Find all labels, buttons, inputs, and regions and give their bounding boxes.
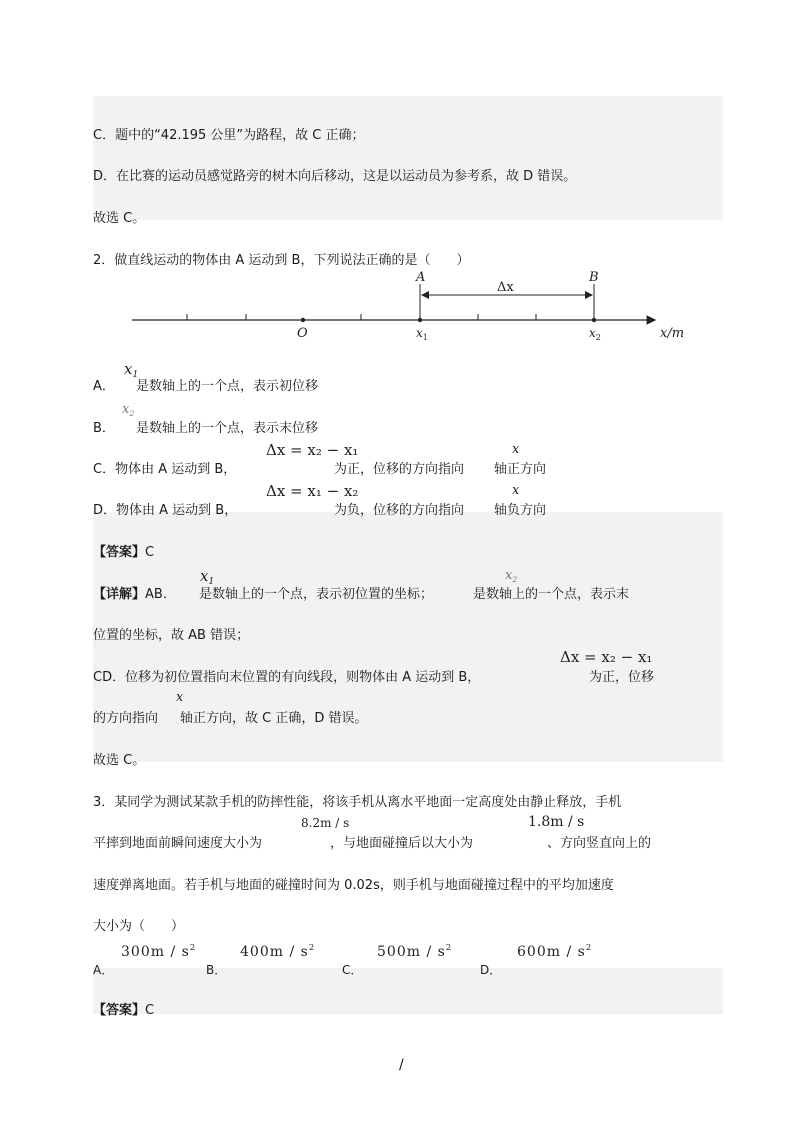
detail-x2-symbol: $x_2$	[505, 568, 518, 584]
option-d-label: D．物体由 A 运动到 B，	[93, 503, 238, 518]
q3-v2: 1.8m / s	[528, 814, 585, 830]
q3-line4: 大小为（ ）	[93, 919, 185, 934]
q3-line1: 3．某同学为测试某款手机的防摔性能，将该手机从离水平地面一定高度处由静止释放，手机	[93, 795, 622, 810]
q3-line2a: 平摔到地面前瞬间速度大小为	[93, 836, 263, 851]
option-c-tail: 轴正方向	[494, 462, 547, 477]
detail-x1-symbol: $x_1$	[200, 567, 215, 587]
q3-option-a-value: $300m / s^2$	[121, 942, 197, 960]
q3-option-d-value: $600m / s^2$	[517, 942, 593, 960]
label-x1: $x_1$	[416, 326, 428, 342]
option-b-symbol: $x_2$	[122, 402, 135, 418]
q3-line2c: 、方向竖直向上的	[547, 836, 652, 851]
q3-option-b-value: $400m / s^2$	[240, 942, 316, 960]
option-d-text: 为负，位移的方向指向	[334, 503, 465, 518]
q3-option-c-value: $500m / s^2$	[377, 942, 453, 960]
detail-x-symbol: x	[176, 690, 184, 705]
option-c-text: 为正，位移的方向指向	[334, 462, 465, 477]
option-c-symbol: x	[512, 442, 520, 457]
q3-option-a-label: A．	[93, 963, 114, 977]
option-c-formula: Δx = x₂ − x₁	[266, 441, 359, 459]
q1-conclusion: 故选 C。	[93, 211, 146, 226]
detail-ab-line: 【详解】AB．	[93, 587, 176, 602]
label-a: A	[416, 270, 426, 285]
q1-explanation-bg	[93, 96, 723, 220]
detail-cd-text: 为正，位移	[589, 670, 655, 685]
option-d-tail: 轴负方向	[494, 503, 547, 518]
option-a-text: 是数轴上的一个点，表示初位移	[136, 379, 319, 394]
option-d-symbol: x	[512, 483, 520, 498]
option-a-symbol: $x_1$	[124, 360, 139, 380]
q3-line3: 速度弹离地面。若手机与地面的碰撞时间为 0.02s，则手机与地面碰撞过程中的平均加速度	[93, 878, 614, 893]
option-b-text: 是数轴上的一个点，表示末位移	[136, 421, 319, 436]
q3-v1: 8.2m / s	[301, 816, 350, 830]
detail-cd-line: CD．位移为初位置指向末位置的有向线段，则物体由 A 运动到 B，	[93, 670, 481, 685]
option-d-formula: Δx = x₁ − x₂	[266, 482, 359, 500]
label-x2: $x_2$	[589, 326, 601, 342]
q3-line2b: ，与地面碰撞后以大小为	[330, 836, 474, 851]
q3-option-c-label: C．	[342, 963, 363, 977]
detail-ab-line2: 位置的坐标，故 AB 错误；	[93, 628, 250, 643]
q1-line-c: C．题中的“42.195 公里”为路程，故 C 正确；	[93, 128, 365, 143]
origin-dot	[301, 318, 305, 322]
option-c-label: C．物体由 A 运动到 B，	[93, 462, 237, 477]
detail-formula: Δx = x₂ − x₁	[560, 648, 653, 666]
label-axis: x/m	[660, 326, 685, 341]
label-delta-x: Δx	[497, 280, 514, 295]
q2-conclusion: 故选 C。	[93, 753, 146, 768]
option-a-label: A．	[93, 379, 115, 394]
page-footer-mark: /	[399, 1057, 404, 1073]
option-b-label: B．	[93, 421, 115, 436]
q2-stem: 2．做直线运动的物体由 A 运动到 B，下列说法正确的是（ ）	[93, 253, 470, 268]
q2-answer: 【答案】C	[93, 545, 155, 560]
detail-cd-line2a: 的方向指向	[93, 711, 159, 726]
q3-option-b-label: B．	[206, 963, 227, 977]
label-origin: O	[297, 326, 308, 341]
number-line-diagram	[0, 262, 793, 342]
q3-option-d-label: D．	[480, 963, 502, 977]
label-b: B	[589, 270, 599, 285]
tick-marks	[187, 314, 536, 320]
detail-cd-line2b: 轴正方向，故 C 正确，D 错误。	[180, 711, 368, 726]
q3-answer: 【答案】C	[93, 1003, 155, 1018]
detail-ab-text2: 是数轴上的一个点，表示末	[473, 587, 630, 602]
q1-line-d: D．在比赛的运动员感觉路旁的树木向后移动，这是以运动员为参考系，故 D 错误。	[93, 169, 577, 184]
q3-answer-bg	[93, 968, 723, 1014]
detail-ab-text1: 是数轴上的一个点，表示初位置的坐标；	[199, 587, 434, 602]
